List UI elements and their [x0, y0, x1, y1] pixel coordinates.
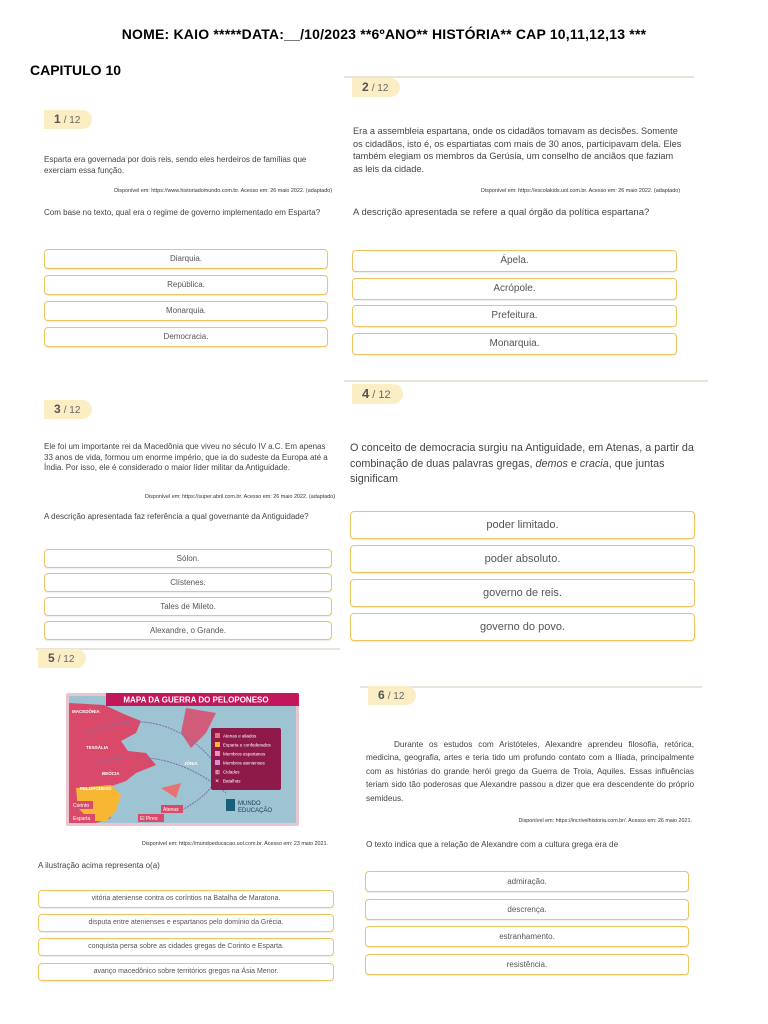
peloponnesian-war-map	[66, 693, 299, 826]
source-citation: Disponível em: https://www.historiadomundo.com.br. Acesso em: 26 maio 2022. (adaptado)	[114, 188, 332, 194]
source-citation: Disponível em: https://incrivelhistoria.com.br/. Acesso em: 26 maio 2021.	[518, 818, 692, 824]
map-label-piraeus: El Pireo	[140, 816, 158, 822]
legend-item-atenas: Atenas e aliados	[223, 733, 257, 739]
question-total: / 12	[372, 389, 391, 401]
answer-option[interactable]: Monarquia.	[352, 333, 677, 355]
legend-swatch-esparta	[215, 742, 220, 747]
page-header: NOME: KAIO *****DATA:__/10/2023 **6ºANO** HISTÓRIA** CAP 10,11,12,13 ***	[121, 26, 647, 42]
map-illustration	[66, 693, 299, 826]
map-label-macedonia: MACEDÔNIA	[72, 709, 100, 714]
map-label-peloponnese: PELOPONESO	[80, 786, 112, 791]
chapter-title: CAPITULO 10	[30, 62, 122, 78]
answer-option[interactable]: Clístenes.	[44, 573, 332, 592]
legend-swatch-membros-espartanos	[215, 751, 220, 756]
answer-option[interactable]: República.	[44, 275, 328, 295]
question-total: / 12	[63, 115, 81, 126]
question-badge-1	[44, 110, 92, 129]
source-citation: Disponível em: https://escolakids.uol.com.br. Acesso em: 26 maio 2022. (adaptado)	[481, 188, 680, 194]
answer-option[interactable]: Acrópole.	[352, 278, 677, 300]
answer-option[interactable]: admiração.	[365, 871, 689, 892]
legend-item-cidades: Cidades	[223, 769, 240, 775]
answer-option[interactable]: resistência.	[365, 954, 689, 975]
question-number: 2	[362, 80, 369, 94]
question-total: / 12	[57, 654, 75, 665]
answer-option[interactable]: poder absoluto.	[350, 545, 695, 573]
question-text: Ele foi um importante rei da Macedônia que viveu no século IV a.C. Em apenas 33 anos de vida, formou um enorme império, que ia do sudeste da Europa até a Índia. Por isso, ele é considerado o maior líder militar da Antiguidade.	[44, 442, 328, 472]
question-badge-4	[352, 384, 403, 404]
answer-option[interactable]: estranhamento.	[365, 926, 689, 947]
battle-icon: ✕	[215, 778, 220, 785]
question-number: 1	[54, 112, 61, 126]
answer-option[interactable]: Democracia.	[44, 327, 328, 347]
question-number: 4	[362, 386, 370, 401]
map-label-sparta: Esparta	[73, 816, 91, 822]
question-prompt: A descrição apresentada faz referência a qual governante da Antiguidade?	[44, 512, 309, 521]
question-badge-3	[44, 400, 92, 419]
question-text: Esparta era governada por dois reis, sendo eles herdeiros de famílias que exerciam essa função.	[44, 155, 307, 175]
answer-option[interactable]: poder limitado.	[350, 511, 695, 539]
source-citation: Disponível em: https://super.abril.com.br. Acesso em: 26 maio 2022. (adaptado)	[145, 494, 335, 500]
answer-option[interactable]: descrença.	[365, 899, 689, 920]
question-text: Durante os estudos com Aristóteles, Alexandre aprendeu filosofia, retórica, medicina, geografia, artes e teria tido um profundo contato com a Ilíada, principalmente com as histórias do grande herói grego da Guerra de Troia, Aquiles. Essas influências teriam sido tão poderosas que Alexandre passou a dizer que era descendente do próprio semideus.	[366, 740, 694, 803]
question-text: Era a assembleia espartana, onde os cidadãos tomavam as decisões. Somente os cidadãos, isto é, os espartiatas com mais de 30 anos, participavam dela. Eles também elegiam os membros da Gerúsia, um conselho de anciãos que faziam as leis da cidade.	[353, 126, 682, 174]
answer-option[interactable]: Alexandre, o Grande.	[44, 621, 332, 640]
answer-option[interactable]: governo do povo.	[350, 613, 695, 641]
legend-item-membros-atenienses: Membros atenienses	[223, 760, 265, 766]
question-number: 5	[48, 651, 55, 665]
legend-swatch-membros-atenienses	[215, 760, 220, 765]
question-badge-2	[352, 78, 400, 97]
answer-option[interactable]: Sólon.	[44, 549, 332, 568]
answer-option[interactable]: Tales de Mileto.	[44, 597, 332, 616]
temple-icon: ▥	[215, 769, 220, 776]
map-label-ionia: JÔNIA	[184, 761, 198, 766]
question-text-part: , que juntas significam	[350, 457, 665, 485]
answer-option[interactable]: avanço macedônico sobre territórios gregos na Ásia Menor.	[38, 963, 334, 981]
question-prompt: A descrição apresentada se refere a qual órgão da política espartana?	[353, 207, 650, 218]
answer-option[interactable]: Ápela.	[352, 250, 677, 272]
question-total: / 12	[387, 691, 405, 702]
question-total: / 12	[63, 405, 81, 416]
map-label-athens: Atenas	[163, 807, 179, 813]
map-label-thessaly: TESSÁLIA	[86, 745, 109, 750]
question-badge-6	[368, 686, 416, 705]
brand-logo-icon	[226, 799, 235, 811]
question-text	[350, 441, 700, 488]
question-text-term: cracia	[579, 457, 609, 470]
answer-option[interactable]: disputa entre atenienses e espartanos pelo domínio da Grécia.	[38, 914, 334, 932]
question-badge-5	[38, 649, 86, 668]
answer-option[interactable]: vitória ateniense contra os coríntios na Batalha de Maratona.	[38, 890, 334, 908]
answer-option[interactable]: Diarquia.	[44, 249, 328, 269]
map-label-corinth: Corinto	[73, 803, 90, 809]
source-citation: Disponível em: https://mundoeducacao.uol.com.br. Acesso em: 23 maio 2021.	[141, 841, 328, 847]
question-total: / 12	[371, 83, 389, 94]
answer-option[interactable]: Monarquia.	[44, 301, 328, 321]
question-prompt: Com base no texto, qual era o regime de governo implementado em Esparta?	[44, 208, 321, 217]
answer-option[interactable]: Prefeitura.	[352, 305, 677, 327]
answer-option[interactable]: conquista persa sobre as cidades gregas de Corinto e Esparta.	[38, 938, 334, 956]
question-text-term: demos	[535, 457, 568, 470]
legend-item-membros-espartanos: Membros espartanos	[223, 751, 266, 757]
question-number: 3	[54, 402, 61, 416]
question-prompt: A ilustração acima representa o(a)	[38, 861, 160, 870]
question-text-part: O conceito de democracia surgiu na Antiguidade, em Atenas, a partir da combinação de duas palavras gregas,	[350, 442, 694, 470]
answer-option[interactable]: governo de reis.	[350, 579, 695, 607]
brand-line-2: EDUCAÇÃO	[238, 808, 273, 814]
question-prompt: O texto indica que a relação de Alexandre com a cultura grega era de	[366, 840, 619, 849]
map-label-boeotia: BEÓCIA	[102, 771, 120, 776]
legend-item-esparta: Esparta e confederados	[223, 742, 271, 748]
question-text-part: e	[567, 457, 580, 470]
brand-line-1: MUNDO	[238, 801, 261, 807]
question-number: 6	[378, 688, 385, 702]
legend-swatch-atenas	[215, 733, 220, 738]
map-title: MAPA DA GUERRA DO PELOPONESO	[123, 695, 269, 705]
legend-item-batalhas: Batalhas	[223, 778, 241, 784]
